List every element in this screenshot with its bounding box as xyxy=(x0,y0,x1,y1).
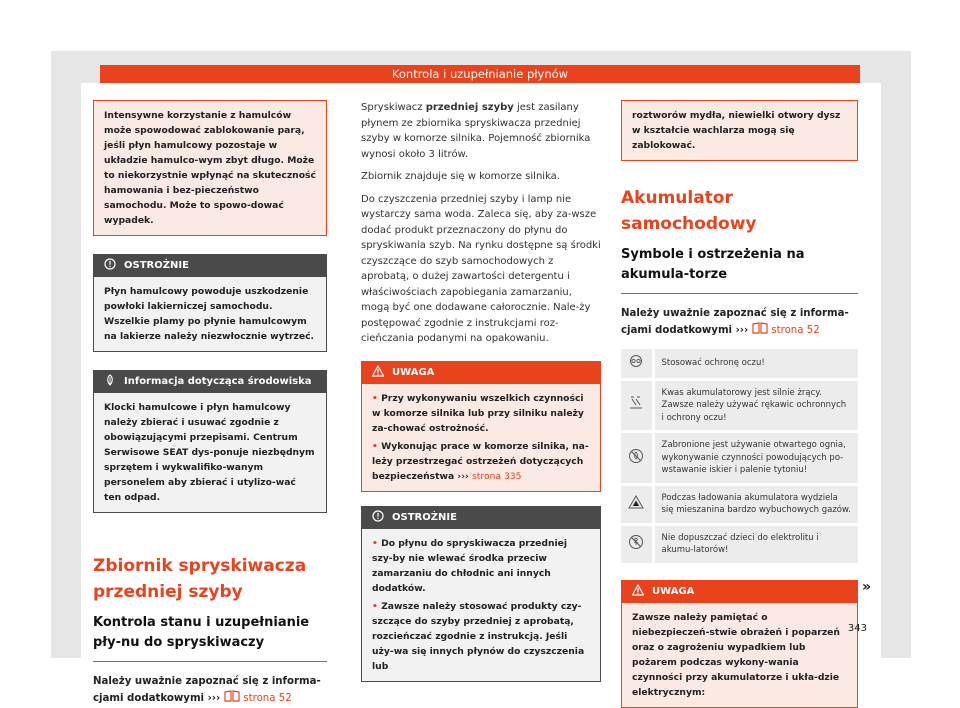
explosive-icon xyxy=(628,495,644,509)
caution-box-washer xyxy=(361,506,601,682)
page-link-battery[interactable]: strona 52 xyxy=(771,325,820,336)
acid-icon xyxy=(628,396,644,410)
symbol-text: Kwas akumulatorowy jest silnie żrący. Zawsze należy używać rękawic ochronnych i ochrony oczu! xyxy=(653,379,858,432)
read-info-text-battery: Należy uważnie zapoznać się z informa-cjami dodatkowymi ››› strona 52 xyxy=(621,308,849,336)
washer-paragraph-2: Zbiornik znajduje się w komorze silnika. xyxy=(361,171,560,182)
page-number: 343 xyxy=(847,623,867,634)
caution-body-washer xyxy=(362,529,600,681)
caution-title: OSTROŻNIE xyxy=(124,260,189,271)
info-circle-icon xyxy=(372,510,384,522)
page-content xyxy=(81,83,881,704)
environment-text: Klocki hamulcowe i płyn hamulcowy należy zbierać i usuwać zgodnie z obowiązującymi przepisami. Centrum Serwisowe SEAT dys-ponuje niezbędnym sprzętem i wykwalifiko-wanym personelem aby zbierać i utylizo-wać ten odpad. xyxy=(104,402,315,503)
continued-caution-box: roztworów mydła, niewielki otwory dysz w kształcie wachlarza mogą się zablokować. xyxy=(621,100,858,161)
continue-mark: » xyxy=(862,579,872,595)
battery-warning-title: UWAGA xyxy=(652,585,695,597)
symbol-cell xyxy=(621,484,653,524)
book-icon xyxy=(752,322,768,334)
column-middle xyxy=(361,83,601,682)
no-fire-icon xyxy=(628,448,644,464)
caution-header xyxy=(94,255,326,277)
washer-paragraph-1: Spryskiwacz przedniej szyby jest zasilany płynem ze zbiornika spryskiwacza przedniej szyby w komorze silnika. Pojemność zbiornika wynosi około 3 litrów. xyxy=(361,102,591,160)
warning-bullet-2: • Wykonując prace w komorze silnika, na-leży przestrzegać ostrzeżeń dotyczących bezpieczeństwa ››› strona 335 xyxy=(372,440,589,482)
no-children-icon xyxy=(628,534,644,550)
symbol-row xyxy=(621,349,858,379)
symbol-row xyxy=(621,432,858,485)
washer-paragraph-3: Do czyszczenia przedniej szyby i lamp nie wystarczy sama woda. Zaleca się, aby za-wsze dodać produkt przeznaczony do płynu do spryskiwania szyb. Na rynku dostępne są środki czyszczące do szyb samochodowych z aprobatą, o dużej zawartości detergentu i właściwościach zapobiegania zamarzaniu, mogą być one dodawane całorocznie. Nale-ży postępować zgodnie z instrukcjami roz-cieńczania podanymi na opakowaniu. xyxy=(361,193,601,344)
section-title-battery: Akumulator samochodowy xyxy=(621,188,757,234)
leaf-icon xyxy=(104,374,116,386)
caution-bullet-1: • Do płynu do spryskiwacza przedniej szy-by nie wlewać środka przeciw zamarzaniu do chłodnic ani innych dodatków. xyxy=(372,537,568,594)
warning-body xyxy=(362,384,600,491)
page-link-335[interactable]: strona 335 xyxy=(472,470,522,482)
column-left xyxy=(93,83,327,707)
symbol-text: Nie dopuszczać dzieci do elektrolitu i akumu-latorów! xyxy=(653,524,858,564)
subsection-title-battery: Symbole i ostrzeżenia na akumula-torze xyxy=(621,245,858,294)
environment-header xyxy=(94,371,326,393)
goggles-icon xyxy=(628,355,644,367)
page-header: Kontrola i uzupełnianie płynów xyxy=(100,65,860,83)
subsection-title-washer: Kontrola stanu i uzupełnianie pły-nu do spryskiwaczy xyxy=(93,613,327,662)
warning-box xyxy=(361,361,601,492)
symbol-row xyxy=(621,484,858,524)
caution-title-washer: OSTROŻNIE xyxy=(392,511,457,523)
symbol-cell xyxy=(621,379,653,432)
caution-box xyxy=(93,254,327,352)
symbol-text: Podczas ładowania akumulatora wydziela się mieszanina bardzo wybuchowych gazów. xyxy=(653,484,858,524)
book-icon xyxy=(224,690,240,702)
warning-triangle-icon xyxy=(372,365,384,377)
battery-warning-text: Zawsze należy pamiętać o niebezpieczeń-stwie obrażeń i poparzeń oraz o zagrożeniu wypadkiem lub pożarem podczas wykony-wania czynności przy akumulatorze i ukła-dzie elektrycznym: xyxy=(632,611,840,698)
symbol-cell xyxy=(621,524,653,564)
read-info-text: Należy uważnie zapoznać się z informa-cjami dodatkowymi ››› strona 52 xyxy=(93,676,321,704)
environment-box xyxy=(93,370,327,513)
battery-warning-box xyxy=(621,580,858,708)
info-circle-icon xyxy=(104,258,116,270)
symbol-row xyxy=(621,379,858,432)
column-right xyxy=(621,83,858,708)
battery-warning-header xyxy=(622,581,857,603)
warning-triangle-icon xyxy=(632,584,644,596)
caution-text: Płyn hamulcowy powoduje uszkodzenie powłoki lakierniczej samochodu. Wszelkie plamy po płynie hamulcowym na lakierze należy niezwłocznie wytrzeć. xyxy=(104,286,315,342)
warning-header xyxy=(362,362,600,384)
symbol-row xyxy=(621,524,858,564)
section-title-washer: Zbiornik spryskiwacza przedniej szyby xyxy=(93,556,307,602)
symbol-text: Zabronione jest używanie otwartego ognia, wykonywanie czynności powodujących po-wstawanie iskier i palenie tytoniu! xyxy=(653,432,858,485)
symbol-text: Stosować ochronę oczu! xyxy=(653,349,858,379)
warning-title: UWAGA xyxy=(392,366,435,378)
page-link[interactable]: strona 52 xyxy=(243,693,292,704)
intro-warning-box: Intensywne korzystanie z hamulców może spowodować zablokowanie parą, jeśli płyn hamulcowy pozostaje w układzie hamulco-wym zbyt długo. Może to niekorzystnie wpłynąć na skuteczność hamowania i bez-pieczeństwo samochodu. Może to spowo-dować wypadek. xyxy=(93,100,327,236)
symbol-cell xyxy=(621,432,653,485)
warning-bullet-1: • Przy wykonywaniu wszelkich czynności w komorze silnika lub przy silniku należy za-chować ostrożność. xyxy=(372,392,584,434)
battery-symbols-table xyxy=(621,349,858,566)
symbol-cell xyxy=(621,349,653,379)
caution-bullet-2: • Zawsze należy stosować produkty czy-szczące do szyby przedniej z aprobatą, rozcieńczać zgodnie z instrukcją. Jeśli uży-wa się innych płynów do czyszczenia lub xyxy=(372,600,585,672)
environment-title: Informacja dotycząca środowiska xyxy=(124,376,312,387)
caution-header-washer xyxy=(362,507,600,529)
